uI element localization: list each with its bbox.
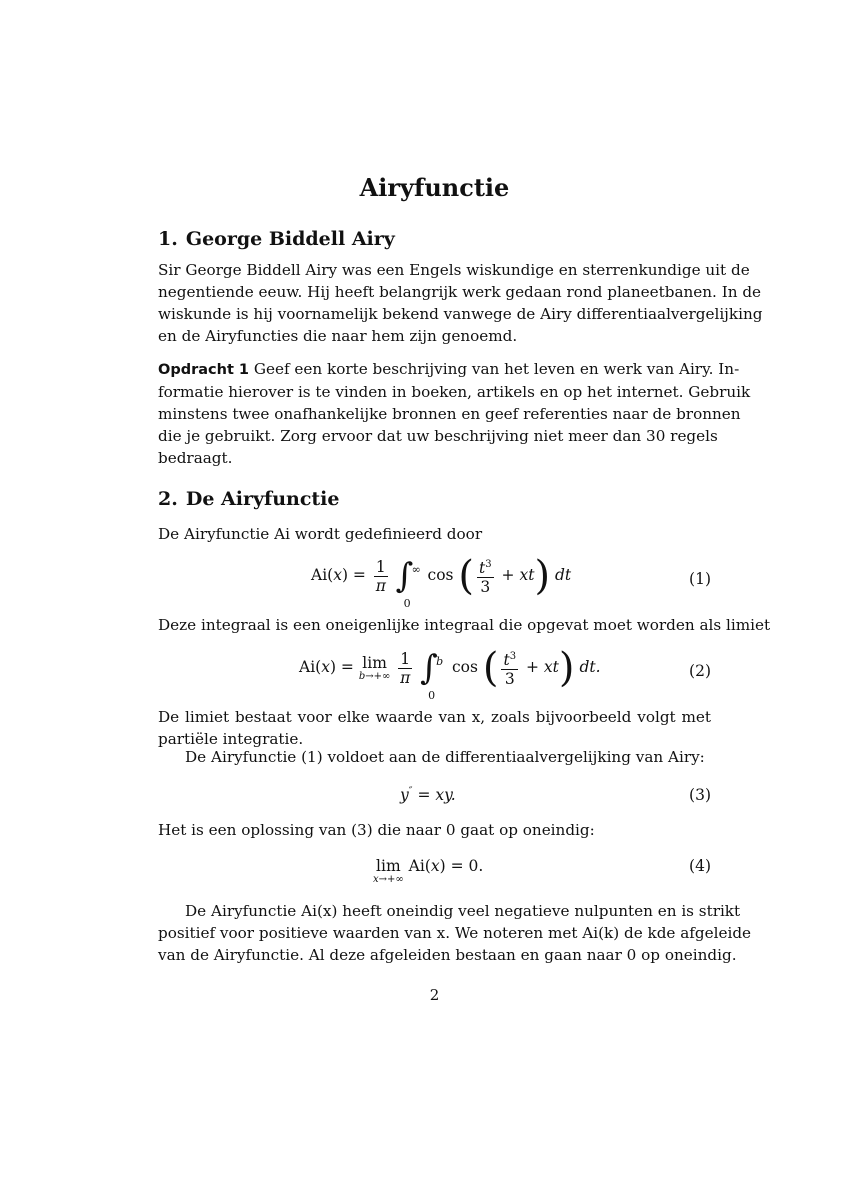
equation-3	[158, 786, 711, 810]
equation-4-body: lim x→+∞ Ai(x) = 0.	[373, 857, 484, 885]
page-title: Airyfunctie	[359, 173, 510, 202]
text-line: en de Airyfuncties die naar hem zijn genoemd.	[158, 327, 518, 345]
exercise-1	[158, 358, 751, 469]
section-2-limit-text: De limiet bestaat voor elke waarde van x, zoals bijvoorbeeld volgt met partiële integratie.	[158, 708, 711, 748]
equation-3-number: (3)	[689, 786, 711, 804]
equation-1-body: Ai(x) = $\frac{1}{\pi}$ ∫ ∞ 0 cos ( $\frac{t^3}{3}$ + xt) dt	[311, 553, 572, 611]
equation-4-number: (4)	[689, 857, 711, 875]
equation-2-body: Ai(x) = lim b→+∞ $\frac{1}{\pi}$ ∫ b 0 cos ( $\frac{t^3}{3}$ + xt) dt.	[299, 645, 601, 703]
section-1-title: George Biddell Airy	[185, 228, 395, 250]
text-line: negentiende eeuw. Hij heeft belangrijk werk gedaan rond planeetbanen. In de	[158, 283, 762, 301]
equation-2	[158, 642, 711, 703]
section-2-title: De Airyfunctie	[185, 488, 340, 510]
section-1-number: 1.	[158, 228, 178, 250]
section-2-solution-text: Het is een oplossing van (3) die naar 0 gaat op oneindig:	[158, 821, 595, 839]
text-line: Geef een korte beschrijving van het leven en werk van Airy. In-	[253, 360, 740, 378]
text-line: formatie hierover is te vinden in boeken, artikels en op het internet. Gebruik	[158, 383, 751, 401]
text-line: wiskunde is hij voornamelijk bekend vanwege de Airy differentiaalvergelijking	[158, 305, 763, 323]
section-2-intro: De Airyfunctie Ai wordt gedefinieerd door	[158, 525, 483, 543]
section-2-final-paragraph: De Airyfunctie Ai(x) heeft oneindig veel negatieve nulpunten en is strikt positief voor positieve waarden van x. We noteren met Ai(k) de kde afgeleide van de Airyfunctie. Al deze afgeleiden bestaan en gaan naar 0 op oneindig.	[158, 902, 752, 964]
section-2-heading	[158, 488, 340, 510]
equation-4	[158, 857, 711, 889]
text-line: minstens twee onafhankelijke bronnen en geef referenties naar de bronnen	[158, 405, 741, 423]
equation-1-number: (1)	[689, 570, 711, 588]
equation-2-number: (2)	[689, 662, 711, 680]
section-2-airy-text: De Airyfunctie (1) voldoet aan de differentiaalvergelijking van Airy:	[185, 748, 705, 766]
text-line: die je gebruikt. Zorg ervoor dat uw beschrijving niet meer dan 30 regels	[158, 427, 718, 445]
exercise-label: Opdracht 1	[158, 362, 250, 378]
section-1-paragraph	[158, 259, 763, 347]
equation-3-body: y″ = xy.	[400, 786, 456, 805]
section-2-number: 2.	[158, 488, 178, 510]
section-2-text: Deze integraal is een oneigenlijke integraal die opgevat moet worden als limiet	[158, 616, 771, 634]
section-1-heading	[158, 228, 395, 250]
text-line: bedraagt.	[158, 449, 233, 467]
text-line: Sir George Biddell Airy was een Engels wiskundige en sterrenkundige uit de	[158, 261, 750, 279]
page-number: 2	[429, 986, 440, 1004]
equation-1	[158, 552, 711, 611]
